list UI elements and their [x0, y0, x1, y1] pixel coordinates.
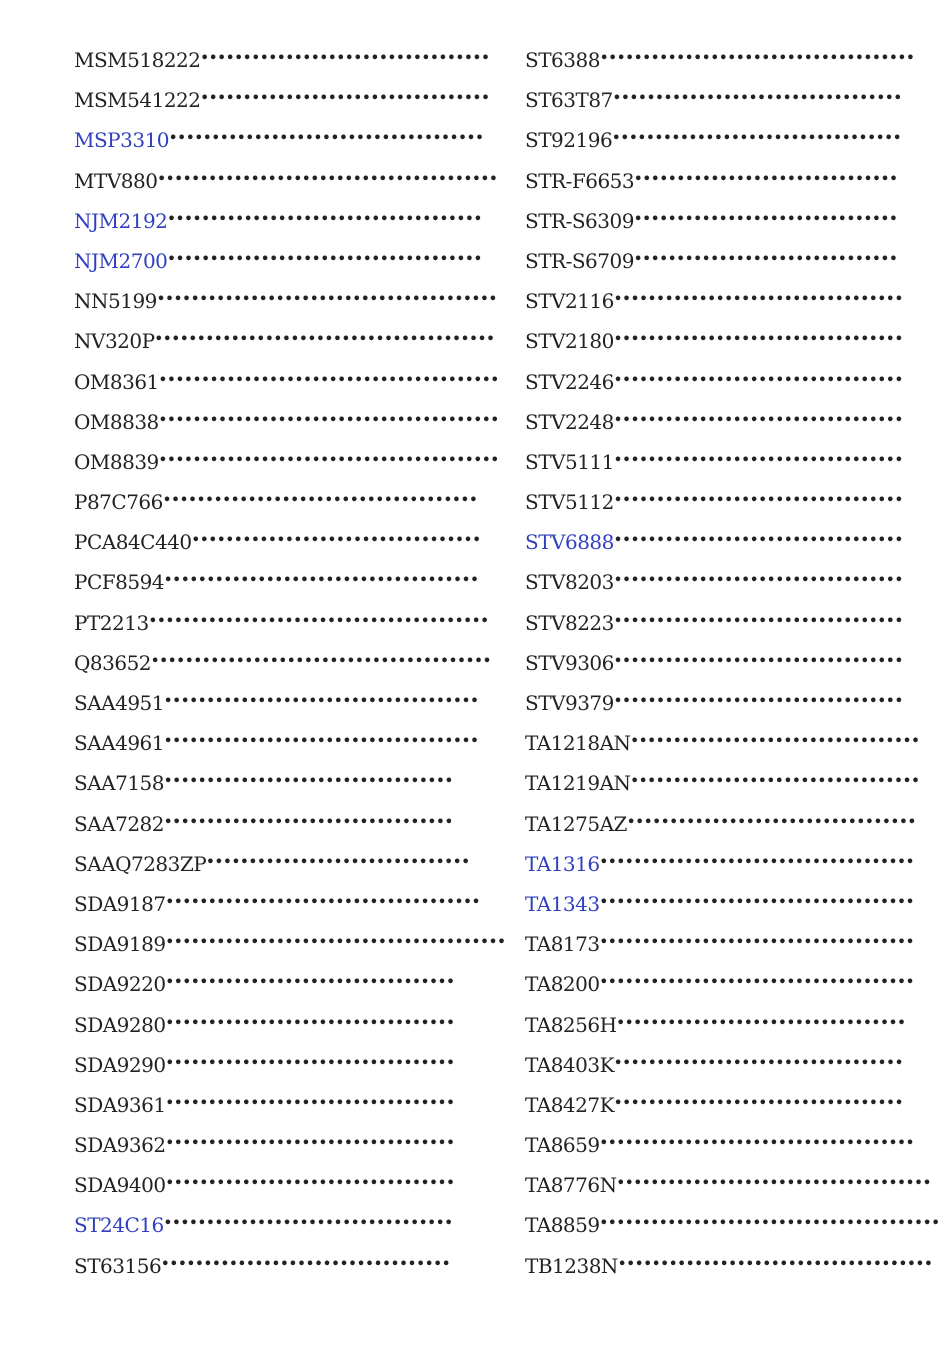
dot-leader: •••••••••••••••••••••••••••••••••••••••• — [157, 171, 498, 187]
dot-leader: •••••••••••••••••••••••••••••••••• — [165, 975, 455, 991]
dot-leader: ••••••••••••••••••••••••••••••••••••• — [616, 1176, 932, 1192]
index-entry — [74, 442, 506, 482]
index-entry[interactable] — [525, 522, 940, 562]
dot-leader: ••••••••••••••••••••••••••••••••••••• — [165, 894, 481, 910]
index-entry — [525, 924, 940, 964]
index-entry-label: STV2180 — [525, 329, 614, 354]
index-entry-label: SDA9290 — [74, 1052, 166, 1077]
index-entry-label: SDA9280 — [74, 1012, 166, 1037]
index-entry — [525, 442, 940, 482]
index-entry — [74, 1246, 506, 1286]
dot-leader: •••••••••••••••••••••••••••••••••• — [200, 91, 490, 107]
index-entry — [525, 683, 940, 723]
index-entry-label: OM8838 — [74, 409, 159, 434]
dot-leader: •••••••••••••••••••••••••••••••••• — [630, 774, 920, 790]
index-entry-label: TA8776N — [525, 1173, 617, 1198]
dot-leader: ••••••••••••••••••••••••••••••• — [634, 171, 898, 187]
index-entry — [525, 201, 940, 241]
dot-leader: •••••••••••••••••••••••••••••••••• — [613, 573, 904, 589]
index-entry — [525, 964, 940, 1004]
dot-leader: •••••••••••••••••••••••••••••••••• — [165, 1055, 455, 1071]
index-entry — [525, 1205, 940, 1245]
index-entry-label: TA8859 — [525, 1213, 600, 1238]
index-entry — [74, 161, 506, 201]
index-entry — [74, 844, 506, 884]
index-entry-label: SAA4961 — [74, 731, 164, 756]
dot-leader: ••••••••••••••••••••••••••••••••••••• — [599, 975, 915, 991]
dot-leader: •••••••••••••••••••••••••••••••••• — [161, 1256, 451, 1272]
index-entry — [74, 1085, 506, 1125]
dot-leader: •••••••••••••••••••••••••••••••••• — [614, 1095, 904, 1111]
dot-leader: ••••••••••••••••••••••••••••••••••••• — [599, 51, 915, 66]
index-entry[interactable] — [525, 844, 940, 884]
index-entry — [525, 80, 940, 120]
index-entry — [74, 1045, 506, 1085]
index-entry — [74, 321, 506, 361]
dot-leader: •••••••••••••••••••••••••••••••••••••••• — [599, 1216, 940, 1232]
index-entry — [525, 362, 940, 402]
index-entry-label: SDA9400 — [74, 1173, 166, 1198]
dot-leader: ••••••••••••••••••••••••••••••••••••• — [167, 211, 483, 227]
index-entry — [525, 321, 940, 361]
dot-leader: ••••••••••••••••••••••••••••••• — [206, 854, 471, 870]
index-entry-label: STR-S6709 — [525, 248, 634, 273]
index-entry — [525, 643, 940, 683]
index-entry-label: TA8659 — [525, 1133, 600, 1158]
index-entry-label: STR-S6309 — [525, 208, 634, 233]
index-entry-label: SDA9361 — [74, 1092, 166, 1117]
index-entry — [525, 402, 940, 442]
dot-leader: •••••••••••••••••••••••••••••••••• — [164, 774, 454, 790]
dot-leader: •••••••••••••••••••••••••••••••••• — [164, 814, 454, 830]
index-entry — [525, 120, 940, 160]
index-entry-label: SAA7282 — [74, 811, 164, 836]
dot-leader: •••••••••••••••••••••••••••••••••••••••• — [158, 372, 500, 388]
dot-leader: ••••••••••••••••••••••••••••••••••••• — [599, 935, 915, 951]
index-entry-label: ST63T87 — [525, 88, 613, 113]
index-entry-label: TA8403K — [525, 1052, 615, 1077]
index-entry-label: STV9306 — [525, 650, 614, 675]
index-entry — [74, 562, 506, 602]
dot-leader: •••••••••••••••••••••••••••••••••• — [165, 1136, 455, 1152]
index-entry — [74, 763, 506, 803]
dot-leader: ••••••••••••••••••••••••••••••• — [633, 211, 898, 227]
index-entry-label: P87C766 — [74, 490, 163, 515]
dot-leader: ••••••••••••••••••••••••••••••••••••• — [617, 1256, 933, 1272]
index-entry — [525, 603, 940, 643]
index-entry — [525, 161, 940, 201]
index-entry-label: TA1218AN — [525, 731, 631, 756]
dot-leader: •••••••••••••••••••••••••••••••••••••••• — [165, 935, 506, 951]
index-entry-label: SAAQ7283ZP — [74, 851, 207, 876]
dot-leader: •••••••••••••••••••••••••••••••••• — [613, 493, 904, 509]
dot-leader: •••••••••••••••••••••••••••••••••••••••• — [158, 452, 500, 468]
index-entry-link[interactable]: NJM2192 — [74, 208, 168, 233]
index-entry-link[interactable]: MSP3310 — [74, 128, 170, 153]
dot-leader: ••••••••••••••••••••••••••••••••••••• — [164, 573, 479, 589]
index-entry — [525, 281, 940, 321]
dot-leader: ••••••••••••••••••••••••••••••••••••• — [169, 131, 484, 147]
index-entry-link[interactable]: NJM2700 — [74, 248, 168, 273]
index-entry-label: NV320P — [74, 329, 155, 354]
index-entry-link[interactable]: STV6888 — [525, 530, 614, 555]
dot-leader: ••••••••••••••••••••••••••••••••••••• — [164, 734, 479, 750]
index-entry — [74, 1165, 506, 1205]
index-entry-label: OM8839 — [74, 449, 159, 474]
dot-leader: •••••••••••••••••••••••••••••••••• — [191, 533, 481, 549]
dot-leader: •••••••••••••••••••••••••••••••••• — [612, 131, 902, 147]
dot-leader: •••••••••••••••••••••••••••••••••• — [614, 1055, 904, 1071]
index-entry-label: STV2248 — [525, 409, 614, 434]
index-entry-label: TA8427K — [525, 1092, 615, 1117]
index-entry — [74, 281, 506, 321]
dot-leader: •••••••••••••••••••••••••••••••••• — [613, 653, 904, 669]
index-entry-label: SDA9189 — [74, 932, 166, 957]
dot-leader: ••••••••••••••••••••••••••••••••••••• — [164, 694, 479, 709]
index-entry-label: SDA9187 — [74, 891, 166, 916]
dot-leader: ••••••••••••••••••••••••••••••••••••• — [599, 1136, 915, 1152]
dot-leader: •••••••••••••••••••••••••••••••••• — [613, 372, 904, 388]
index-entry — [525, 562, 940, 602]
index-entry — [74, 402, 506, 442]
dot-leader: •••••••••••••••••••••••••••••••••• — [630, 734, 920, 750]
index-entry — [525, 1045, 940, 1085]
dot-leader: •••••••••••••••••••••••••••••••••• — [165, 1176, 455, 1192]
index-entry[interactable] — [525, 884, 940, 924]
dot-leader: ••••••••••••••••••••••••••••••••••••• — [162, 493, 478, 509]
dot-leader: •••••••••••••••••••••••••••••••••••••••• — [156, 292, 498, 308]
index-entry — [74, 1005, 506, 1045]
index-entry — [525, 1165, 940, 1205]
dot-leader: •••••••••••••••••••••••••••••••••• — [165, 1095, 455, 1111]
index-entry-link[interactable]: TA1316 — [525, 851, 600, 876]
index-entry-label: TA1275AZ — [525, 811, 627, 836]
index-entry-link[interactable]: ST24C16 — [74, 1213, 164, 1238]
dot-leader: ••••••••••••••••••••••••••••••••••••• — [599, 894, 915, 910]
dot-leader: •••••••••••••••••••••••••••••••••• — [613, 292, 904, 308]
index-entry[interactable] — [74, 201, 506, 241]
index-entry-label: SAA4951 — [74, 691, 164, 715]
index-entry — [74, 964, 506, 1004]
index-entry-label: MTV880 — [74, 168, 158, 193]
index-column-left — [74, 40, 506, 1286]
index-entry-label: NN5199 — [74, 289, 157, 314]
index-entry — [74, 603, 506, 643]
index-entry-label: STR-F6653 — [525, 168, 635, 193]
index-entry-label: SDA9220 — [74, 972, 166, 997]
dot-leader: •••••••••••••••••••••••••••••••••• — [165, 1015, 455, 1031]
index-entry — [74, 362, 506, 402]
dot-leader: ••••••••••••••••••••••••••••••• — [633, 251, 898, 267]
index-entry-label: TA8200 — [525, 972, 600, 997]
index-entry — [74, 884, 506, 924]
index-entry-label: PCA84C440 — [74, 530, 192, 555]
dot-leader: •••••••••••••••••••••••••••••••••• — [616, 1015, 906, 1031]
index-entry-label: TA8173 — [525, 932, 600, 957]
index-entry — [525, 1246, 940, 1286]
dot-leader: •••••••••••••••••••••••••••••••••••••••• — [148, 613, 490, 629]
index-entry — [74, 924, 506, 964]
index-entry — [74, 643, 506, 683]
index-entry-label: ST63156 — [74, 1253, 162, 1278]
dot-leader: •••••••••••••••••••••••••••••••••• — [613, 452, 904, 468]
dot-leader: •••••••••••••••••••••••••••••••••• — [613, 533, 904, 549]
index-entry[interactable] — [74, 241, 506, 281]
index-entry-label: TB1238N — [525, 1253, 618, 1278]
index-entry — [525, 1125, 940, 1165]
index-entry — [525, 40, 940, 80]
dot-leader: •••••••••••••••••••••••••••••••••••••••• — [158, 412, 500, 428]
index-column-right — [525, 40, 940, 1286]
index-entry-label: STV9379 — [525, 691, 614, 715]
dot-leader: •••••••••••••••••••••••••••••••••••••••• — [151, 653, 492, 669]
index-entry-label: TA8256H — [525, 1012, 617, 1037]
index-entry-label: ST6388 — [525, 48, 600, 72]
index-entry — [74, 40, 506, 80]
index-entry[interactable] — [74, 1205, 506, 1245]
index-entry — [525, 1085, 940, 1125]
index-entry — [74, 522, 506, 562]
dot-leader: •••••••••••••••••••••••••••••••••• — [613, 412, 904, 428]
index-entry — [74, 804, 506, 844]
index-entry-label: SDA9362 — [74, 1133, 166, 1158]
index-entry-label: Q83652 — [74, 650, 152, 675]
index-entry-label: PT2213 — [74, 610, 149, 635]
index-entry-label: STV2116 — [525, 289, 614, 314]
index-entry-label: ST92196 — [525, 128, 613, 153]
index-entry — [74, 723, 506, 763]
dot-leader: •••••••••••••••••••••••••••••••••••••••• — [154, 332, 495, 348]
index-entry-label: TA1219AN — [525, 771, 631, 796]
dot-leader: ••••••••••••••••••••••••••••••••••••• — [167, 251, 483, 267]
dot-leader: •••••••••••••••••••••••••••••••••• — [626, 814, 917, 830]
dot-leader: •••••••••••••••••••••••••••••••••• — [613, 613, 904, 629]
index-entry-label: STV5111 — [525, 449, 614, 474]
dot-leader: •••••••••••••••••••••••••••••••••• — [163, 1216, 454, 1232]
index-entry-label: SAA7158 — [74, 771, 164, 796]
index-entry-label: STV5112 — [525, 490, 614, 515]
index-entry-label: STV2246 — [525, 369, 614, 394]
index-entry — [525, 482, 940, 522]
index-entry-label: STV8203 — [525, 570, 614, 595]
index-entry — [525, 763, 940, 803]
index-entry-link[interactable]: TA1343 — [525, 891, 600, 916]
index-entry-label: MSM541222 — [74, 88, 201, 113]
index-entry — [74, 482, 506, 522]
index-entry — [74, 683, 506, 723]
index-entry — [525, 241, 940, 281]
dot-leader: •••••••••••••••••••••••••••••••••• — [200, 51, 490, 66]
index-entry — [74, 80, 506, 120]
dot-leader: •••••••••••••••••••••••••••••••••• — [612, 91, 903, 107]
index-entry-label: PCF8594 — [74, 570, 165, 595]
index-entry — [525, 1005, 940, 1045]
index-entry-label: OM8361 — [74, 369, 159, 394]
index-entry-label: STV8223 — [525, 610, 614, 635]
dot-leader: •••••••••••••••••••••••••••••••••• — [613, 694, 904, 709]
index-entry — [74, 1125, 506, 1165]
index-entry[interactable] — [74, 120, 506, 160]
index-entry — [525, 723, 940, 763]
dot-leader: ••••••••••••••••••••••••••••••••••••• — [599, 854, 915, 870]
index-entry-label: MSM518222 — [74, 48, 201, 72]
index-entry — [525, 804, 940, 844]
dot-leader: •••••••••••••••••••••••••••••••••• — [613, 332, 904, 348]
